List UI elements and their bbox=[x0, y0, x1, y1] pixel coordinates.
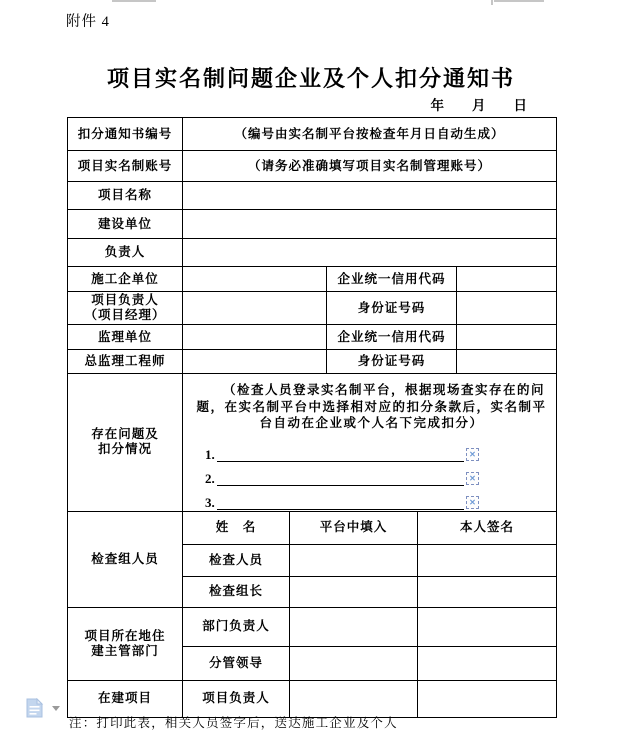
leader-in-charge-platform-value[interactable] bbox=[290, 646, 418, 680]
broken-image-icon[interactable]: ✕ bbox=[466, 472, 479, 485]
construction-unit-label: 建设单位 bbox=[68, 210, 183, 239]
project-name-value[interactable] bbox=[183, 182, 557, 210]
project-manager-label-line1: 项目负责人 bbox=[91, 293, 159, 307]
deduction-notice-form-table bbox=[67, 117, 557, 718]
project-manager-value[interactable] bbox=[183, 292, 327, 325]
team-leader-signature-value[interactable] bbox=[418, 576, 557, 607]
broken-image-icon[interactable]: ✕ bbox=[466, 448, 479, 461]
problems-label-line1: 存在问题及 bbox=[91, 427, 159, 442]
ongoing-project-platform-value[interactable] bbox=[290, 680, 418, 717]
construction-unit-value[interactable] bbox=[183, 210, 557, 239]
problems-label-line2: 扣分情况 bbox=[97, 442, 152, 457]
broken-image-icon[interactable]: ✕ bbox=[466, 496, 479, 509]
table-row bbox=[68, 267, 557, 292]
page-margin-mark-left bbox=[112, 0, 156, 2]
realname-account-label: 项目实名制账号 bbox=[68, 151, 183, 182]
notice-number-label: 扣分通知书编号 bbox=[68, 118, 183, 151]
department-head-platform-value[interactable] bbox=[290, 607, 418, 646]
problem-line-1-rule bbox=[217, 448, 464, 462]
table-row bbox=[68, 511, 557, 544]
problem-line-2-number: 2. bbox=[205, 470, 215, 486]
problem-line-3-number: 3. bbox=[205, 494, 215, 510]
problem-line-3[interactable] bbox=[205, 486, 479, 510]
problem-line-1[interactable] bbox=[205, 438, 479, 462]
leader-in-charge-row-label: 分管领导 bbox=[183, 646, 290, 680]
project-manager-id-value[interactable] bbox=[457, 292, 557, 325]
contractor-credit-code-label: 企业统一信用代码 bbox=[327, 267, 457, 292]
table-row bbox=[68, 292, 557, 325]
ongoing-project-signature-value[interactable] bbox=[418, 680, 557, 717]
ongoing-project-label: 在建项目 bbox=[68, 680, 183, 717]
column-header-signature: 本人签名 bbox=[418, 511, 557, 544]
ongoing-project-manager-row-label: 项目负责人 bbox=[183, 680, 290, 717]
problem-line-2[interactable] bbox=[205, 462, 479, 486]
page-margin-mark-right bbox=[494, 0, 544, 2]
problems-instruction: （检查人员登录实名制平台，根据现场查实存在的问题，在实名制平台中选择相对应的扣分条款后，实名制平台自动在企业或个人名下完成扣分） bbox=[196, 383, 547, 430]
table-row bbox=[68, 118, 557, 151]
inspector-row-label: 检查人员 bbox=[183, 544, 290, 576]
table-row bbox=[68, 210, 557, 239]
contractor-value[interactable] bbox=[183, 267, 327, 292]
authority-label-line1: 项目所在地住 bbox=[84, 628, 166, 643]
paste-options-button[interactable] bbox=[26, 697, 72, 719]
notice-number-value[interactable]: （编号由实名制平台按检查年月日自动生成） bbox=[183, 118, 557, 151]
problem-line-3-rule bbox=[217, 496, 464, 510]
problem-line-1-number: 1. bbox=[205, 446, 215, 462]
date-day: 日 bbox=[513, 98, 527, 113]
table-row bbox=[68, 325, 557, 350]
supervision-credit-code-label: 企业统一信用代码 bbox=[327, 325, 457, 350]
leader-in-charge-signature-value[interactable] bbox=[418, 646, 557, 680]
supervision-unit-label: 监理单位 bbox=[68, 325, 183, 350]
table-row bbox=[68, 239, 557, 267]
page-title: 项目实名制问题企业及个人扣分通知书 bbox=[106, 66, 515, 91]
chief-supervisor-id-label: 身份证号码 bbox=[327, 350, 457, 374]
authority-label bbox=[68, 607, 183, 680]
attachment-label: 附件 4 bbox=[66, 14, 110, 30]
principal-label: 负责人 bbox=[68, 239, 183, 267]
table-row bbox=[68, 182, 557, 210]
inspection-team-label: 检查组人员 bbox=[68, 511, 183, 607]
team-leader-platform-value[interactable] bbox=[290, 576, 418, 607]
realname-account-value[interactable]: （请务必准确填写项目实名制管理账号） bbox=[183, 151, 557, 182]
date-line bbox=[67, 94, 557, 114]
column-header-platform: 平台中填入 bbox=[290, 511, 418, 544]
team-leader-row-label: 检查组长 bbox=[183, 576, 290, 607]
page-margin-tick-right bbox=[491, 0, 493, 5]
table-row bbox=[68, 374, 557, 512]
supervision-unit-value[interactable] bbox=[183, 325, 327, 350]
project-manager-id-label: 身份证号码 bbox=[327, 292, 457, 325]
problems-content-cell[interactable] bbox=[183, 374, 557, 512]
table-row bbox=[68, 350, 557, 374]
date-month: 月 bbox=[472, 98, 486, 113]
problems-blank-lines bbox=[185, 438, 554, 510]
project-manager-label bbox=[68, 292, 183, 325]
project-name-label: 项目名称 bbox=[68, 182, 183, 210]
chief-supervisor-label: 总监理工程师 bbox=[68, 350, 183, 374]
supervision-credit-code-value[interactable] bbox=[457, 325, 557, 350]
table-row bbox=[68, 151, 557, 182]
inspector-signature-value[interactable] bbox=[418, 544, 557, 576]
contractor-label: 施工企单位 bbox=[68, 267, 183, 292]
contractor-credit-code-value[interactable] bbox=[457, 267, 557, 292]
chief-supervisor-value[interactable] bbox=[183, 350, 327, 374]
column-header-name: 姓 名 bbox=[183, 511, 290, 544]
chevron-down-icon bbox=[52, 706, 60, 711]
footer-note: 注：打印此表，相关人员签字后，送达施工企业及个人 bbox=[69, 716, 398, 730]
inspector-platform-value[interactable] bbox=[290, 544, 418, 576]
principal-value[interactable] bbox=[183, 239, 557, 267]
paste-options-icon bbox=[26, 698, 44, 718]
table-row bbox=[68, 607, 557, 646]
authority-label-line2: 建主管部门 bbox=[91, 643, 159, 658]
problem-line-2-rule bbox=[217, 472, 464, 486]
department-head-row-label: 部门负责人 bbox=[183, 607, 290, 646]
date-year: 年 bbox=[430, 98, 444, 113]
problems-label bbox=[68, 374, 183, 512]
project-manager-label-line2: （项目经理） bbox=[84, 308, 166, 322]
chief-supervisor-id-value[interactable] bbox=[457, 350, 557, 374]
table-row bbox=[68, 680, 557, 717]
department-head-signature-value[interactable] bbox=[418, 607, 557, 646]
